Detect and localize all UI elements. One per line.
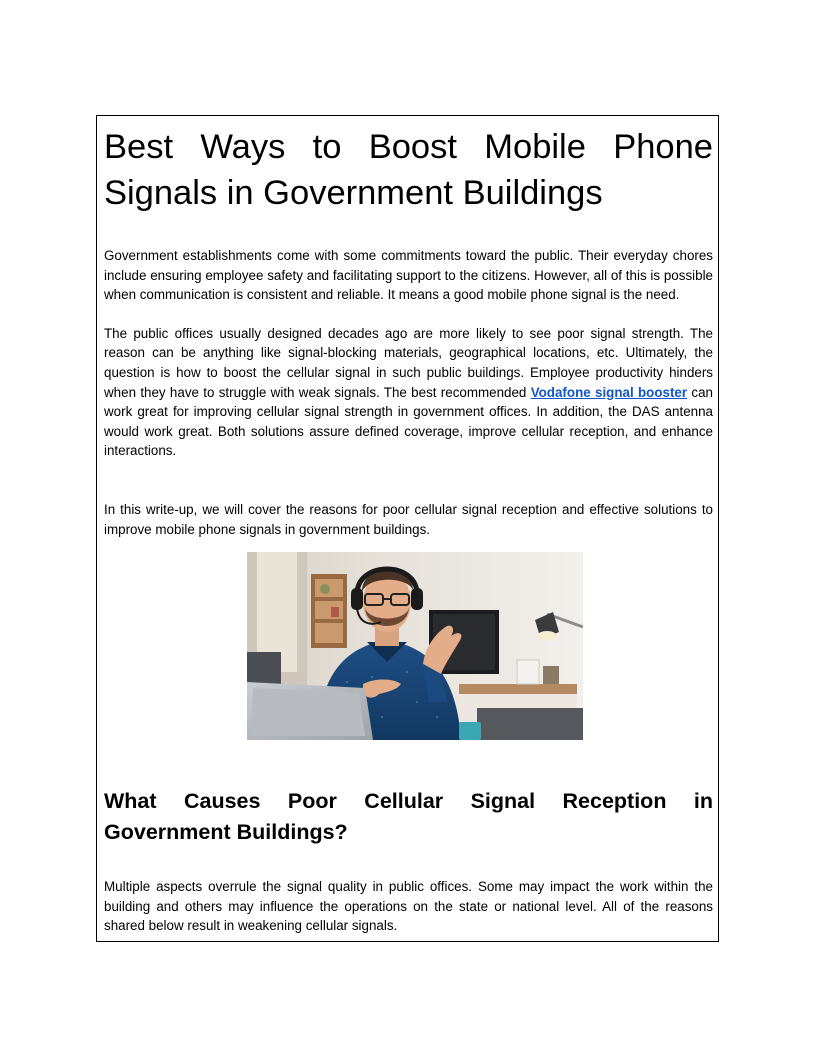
problem-paragraph [104,324,713,461]
problem-paragraph-text-end: can work great for improving cellular signal strength in government offices. In addition, the DAS antenna would work great. Both solutions assure defined coverage, improve cellular reception, and enhance interactions. [104,384,713,459]
document-content [104,116,713,934]
overview-paragraph: In this write-up, we will cover the reasons for poor cellular signal reception and effective solutions to improve mobile phone signals in government buildings. [104,501,713,537]
page-title [104,124,713,216]
page-title-line-1: Best Ways to Boost Mobile Phone [104,128,713,166]
problem-paragraph-text-start: The public offices usually designed decades ago are more likely to see poor signal strength. The reason can be anything like signal-blocking materials, geographical locations, etc. Ultimately, the question is how to boost the cellular signal in such public buildings. Employee productivity hinders when they have to struggle with weak signals. The best recommended [104,325,713,400]
section-heading [104,786,713,848]
document-frame [96,115,719,942]
page-title-line-2: Signals in Government Buildings [104,174,603,212]
man-with-headset-photo [247,552,583,740]
intro-paragraph: Government establishments come with some commitments toward the public. Their everyday chores include ensuring employee safety and facilitating support to the citizens. However, all of this is possible when communication is consistent and reliable. It means a good mobile phone signal is the need. [104,248,713,303]
causes-paragraph: Multiple aspects overrule the signal quality in public offices. Some may impact the work within the building and others may influence the operations on the state or national level. All of the reasons shared below result in weakening cellular signals. [104,879,713,934]
section-heading-line-1: What Causes Poor Cellular Signal Reception in [104,789,713,813]
vodafone-signal-booster-link[interactable]: Vodafone signal booster [530,384,688,400]
section-heading-line-2: Government Buildings? [104,820,348,844]
